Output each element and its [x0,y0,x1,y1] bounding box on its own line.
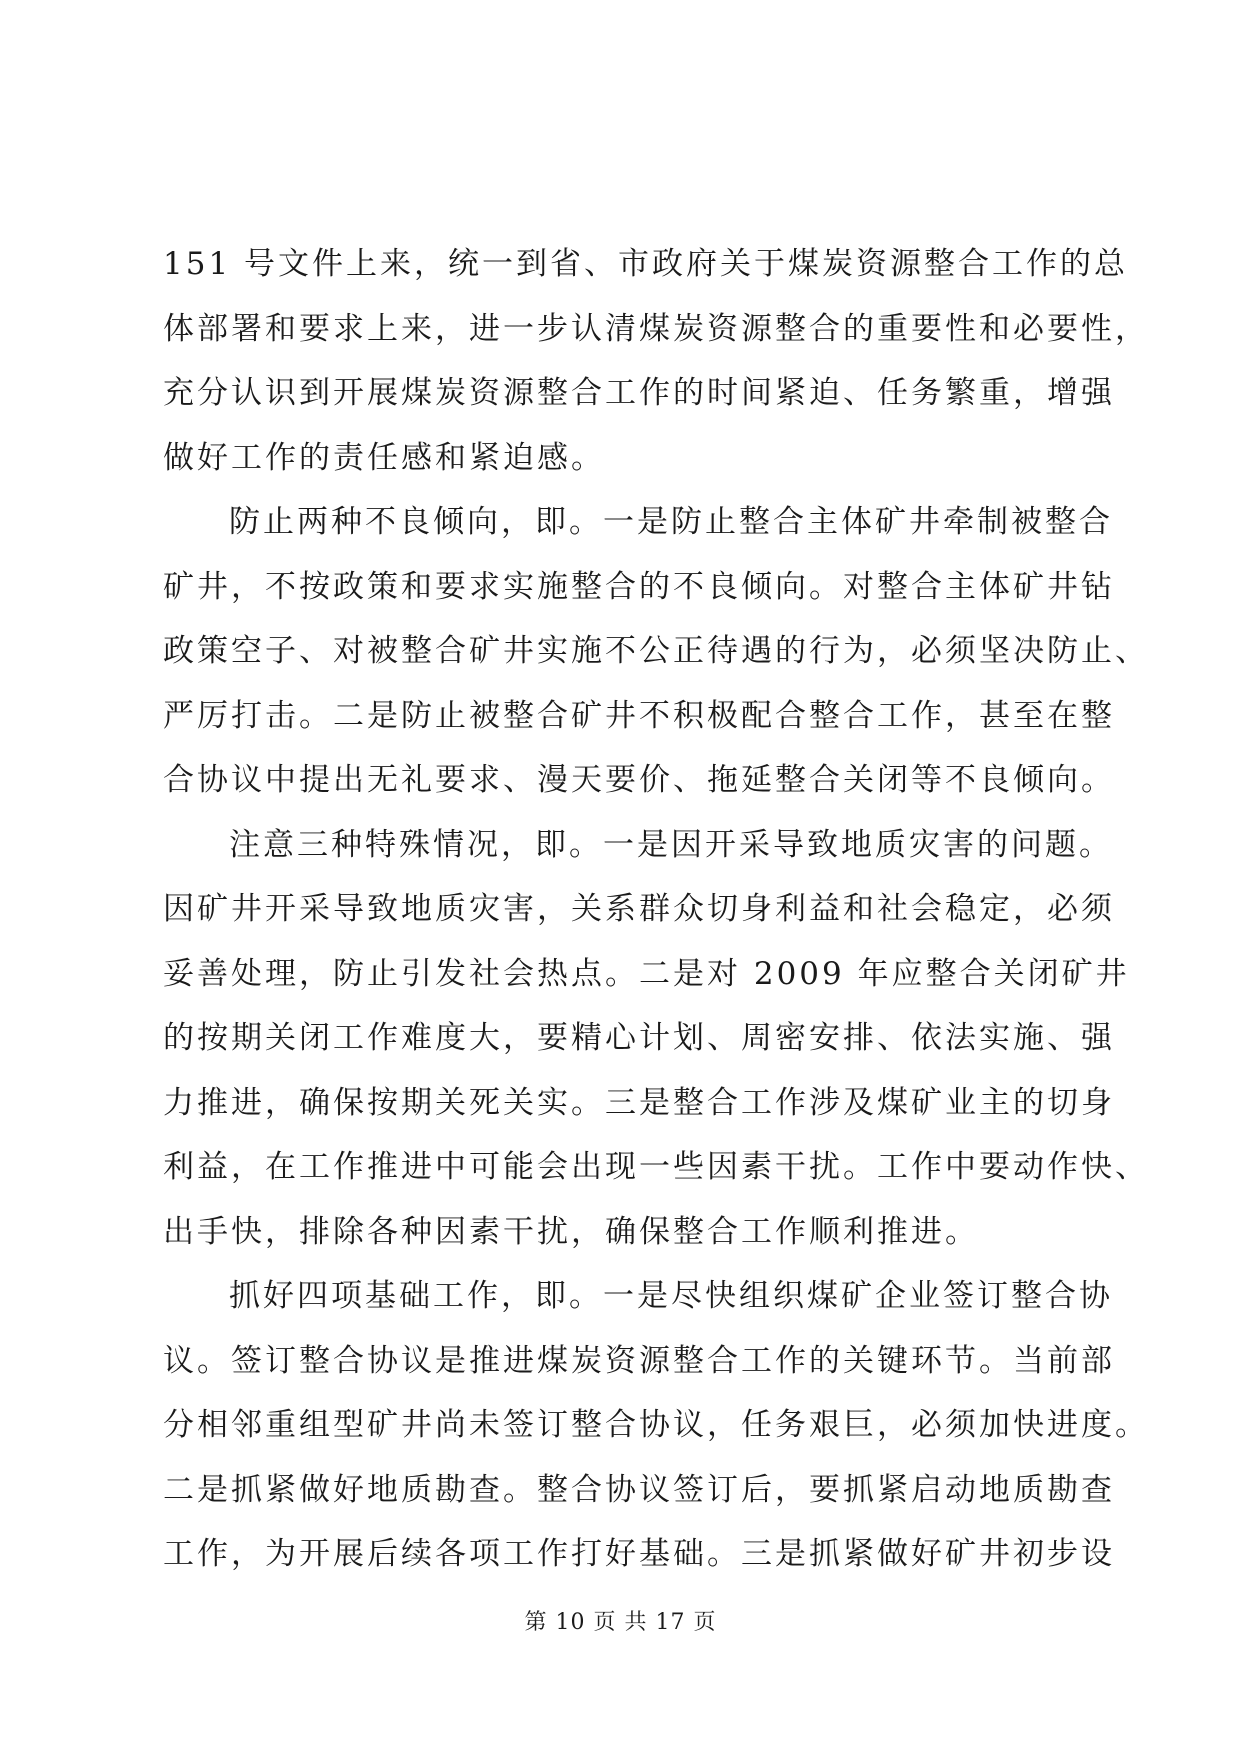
text-line: 体部署和要求上来，进一步认清煤炭资源整合的重要性和必要性， [163,310,1149,347]
text-line: 做好工作的责任感和紧迫感。 [163,439,605,476]
text-line: 充分认识到开展煤炭资源整合工作的时间紧迫、任务繁重，增强 [163,375,1115,411]
text-line: 抓好四项基础工作，即。一是尽快组织煤矿企业签订整合协 [229,1278,1113,1314]
text-line: 议。签订整合协议是推进煤炭资源整合工作的关键环节。当前部 [163,1342,1115,1379]
text-line: 的按期关闭工作难度大，要精心计划、周密安排、依法实施、强 [163,1020,1115,1056]
text-line: 合协议中提出无礼要求、漫天要价、拖延整合关闭等不良倾向。 [163,762,1115,798]
paragraph-2 [163,490,1149,813]
text-line: 工作，为开展后续各项工作打好基础。三是抓紧做好矿井初步设 [163,1536,1115,1572]
text-line: 防止两种不良倾向，即。一是防止整合主体矿井牵制被整合 [229,504,1113,540]
text-line: 力推进，确保按期关死关实。三是整合工作涉及煤矿业主的切身 [163,1084,1115,1121]
text-line: 注意三种特殊情况，即。一是因开采导致地质灾害的问题。 [229,826,1113,863]
text-line: 因矿井开采导致地质灾害，关系群众切身利益和社会稳定，必须 [163,891,1115,927]
text-line: 严厉打击。二是防止被整合矿井不积极配合整合工作，甚至在整 [163,697,1115,734]
paragraph-1 [163,232,1149,490]
text-line: 妥善处理，防止引发社会热点。二是对 2009 年应整合关闭矿井 [163,955,1130,992]
page-number-footer: 第 10 页 共 17 页 [524,1610,717,1635]
paragraph-4 [163,1264,1149,1587]
text-line: 二是抓紧做好地质勘查。整合协议签订后，要抓紧启动地质勘查 [163,1471,1115,1508]
paragraph-3 [163,813,1149,1265]
text-line: 分相邻重组型矿井尚未签订整合协议，任务艰巨，必须加快进度。 [163,1407,1149,1443]
text-line: 出手快，排除各种因素干扰，确保整合工作顺利推进。 [163,1213,979,1250]
text-line: 矿井，不按政策和要求实施整合的不良倾向。对整合主体矿井钻 [163,568,1115,605]
text-line: 利益，在工作推进中可能会出现一些因素干扰。工作中要动作快、 [163,1149,1149,1185]
text-line: 151 号文件上来，统一到省、市政府关于煤炭资源整合工作的总 [163,246,1129,282]
text-line: 政策空子、对被整合矿井实施不公正待遇的行为，必须坚决防止、 [163,633,1149,669]
document-body [163,232,1149,1587]
